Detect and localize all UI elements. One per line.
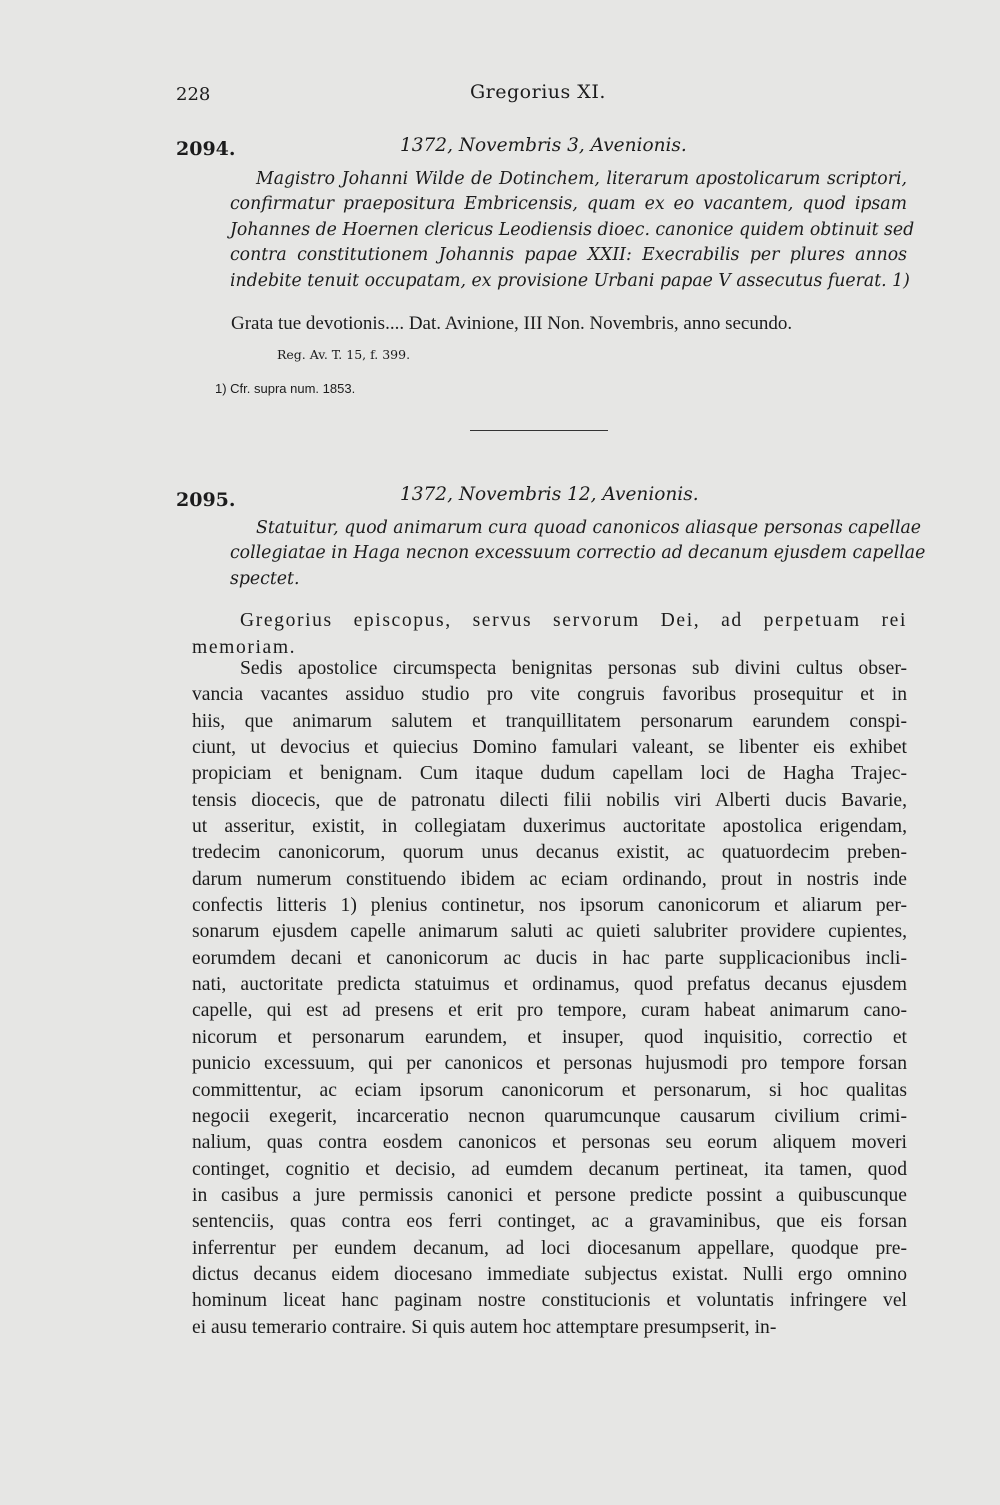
body-line: ciunt, ut devocius et quiecius Domino famulari valeant, se libenter eis exhibet: [192, 737, 907, 759]
body-line: committentur, ac eciam ipsorum canonicorum et personarum, si hoc qualitas: [192, 1079, 907, 1101]
separator-rule: [470, 430, 608, 431]
entry-summary: [230, 167, 915, 294]
body-line: inferrentur per eundem decanum, ad loci diocesanum appellare, quodque pre-: [192, 1237, 907, 1259]
summary-line: Johannes de Hoernen clericus Leodiensis dioec. canonice quidem obtinuit sed: [230, 219, 915, 240]
body-line: hominum liceat hanc paginam nostre constitucionis et voluntatis infringere vel: [192, 1290, 907, 1312]
body-line: capelle, qui est ad presens et erit pro tempore, curam habeat animarum cano-: [192, 1000, 907, 1022]
summary-line: collegiatae in Haga necnon excessuum correctio ad decanum ejusdem capellae: [230, 543, 926, 564]
running-title: Gregorius XI.: [470, 81, 606, 103]
body-line: negocii exegerit, incarceratio necnon quarumcunque causarum civilium crimi-: [192, 1105, 907, 1127]
address-line: memoriam.: [192, 637, 297, 658]
entry-date: 1372, Novembris 12, Avenionis.: [400, 484, 699, 505]
entry-number: 2095.: [176, 489, 236, 511]
body-line: continget, cognitio et decisio, ad eumdem decanum pertineat, ita tamen, quod: [192, 1158, 907, 1180]
body-line: tensis diocecis, que de patronatu dilecti filii nobilis viri Alberti ducis Bavarie,: [192, 789, 907, 811]
body-line: sentenciis, quas contra eos ferri continget, ac a gravaminibus, que eis forsan: [192, 1211, 907, 1233]
body-line: punicio excessuum, qui per canonicos et personas hujusmodi pro tempore forsan: [192, 1053, 907, 1075]
body-line: in casibus a jure permissis canonici et persone predicte possint a quibuscunque: [192, 1184, 907, 1206]
summary-line: Statuitur, quod animarum cura quoad canonicos aliasque personas capellae: [256, 518, 922, 538]
body-line: eorumdem decani et canonicorum ac ducis in hac parte supplicacionibus incli-: [192, 947, 907, 969]
register-reference: Reg. Av. T. 15, f. 399.: [277, 347, 411, 362]
footnote: 1) Cfr. supra num. 1853.: [215, 381, 356, 396]
body-line: propiciam et benignam. Cum itaque dudum capellam loci de Hagha Trajec-: [192, 763, 907, 785]
body-line: nicorum et personarum earundem, et insuper, quod inquisitio, correctio et: [192, 1026, 907, 1048]
body-line: darum numerum constituendo ibidem ac eciam ordinando, prout in nostris inde: [192, 868, 907, 890]
body-line: sonarum ejusdem capelle animarum saluti ac quieti salubriter providere cupientes,: [192, 921, 907, 943]
page-number: 228: [176, 84, 211, 105]
body-line: tredecim canonicorum, quorum unus decanus existit, ac quatuordecim preben-: [192, 842, 907, 864]
document-body: [192, 656, 907, 1341]
entry-number: 2094.: [176, 138, 236, 160]
body-line: hiis, que animarum salutem et tranquillitatem personarum earundem conspi-: [192, 710, 907, 732]
body-line: nati, auctoritate predicta statuimus et ordinamus, quod prefatus decanus ejusdem: [192, 974, 907, 996]
body-line: nalium, quas contra eosdem canonicos et personas seu eorum aliquem moveri: [192, 1132, 907, 1154]
summary-line: contra constitutionem Johannis papae XXII: Execrabilis per plures annos: [230, 245, 907, 266]
papal-address: [192, 607, 907, 661]
address-line: Gregorius episcopus, servus servorum Dei, ad perpetuam rei: [240, 610, 907, 631]
summary-line: confirmatur praepositura Embricensis, quam ex eo vacantem, quod ipsam: [230, 194, 907, 215]
summary-line: indebite tenuit occupatam, ex provisione Urbani papae V assecutus fuerat. 1): [230, 270, 910, 291]
entry-summary: [230, 516, 926, 592]
body-line: ut asseritur, existit, in collegiatam duxerimus auctoritate apostolica erigendam,: [192, 816, 907, 838]
summary-line: Magistro Johanni Wilde de Dotinchem, literarum apostolicarum scriptori,: [256, 169, 907, 189]
incipit-line: Grata tue devotionis.... Dat. Avinione, III Non. Novembris, anno secundo.: [231, 313, 793, 334]
body-line: dictus decanus eidem diocesano immediate subjectus existat. Nulli ergo omnino: [192, 1263, 907, 1285]
body-line: vancia vacantes assiduo studio pro vite congruis favoribus prosequitur et in: [192, 684, 907, 706]
entry-date: 1372, Novembris 3, Avenionis.: [400, 135, 687, 156]
body-line: confectis litteris 1) plenius continetur, nos ipsorum canonicorum et aliarum per-: [192, 895, 907, 917]
summary-line: spectet.: [230, 568, 300, 589]
body-line: ei ausu temerario contraire. Si quis autem hoc attemptare presumpserit, in-: [192, 1316, 777, 1338]
body-line: Sedis apostolice circumspecta benignitas personas sub divini cultus obser-: [240, 658, 907, 679]
